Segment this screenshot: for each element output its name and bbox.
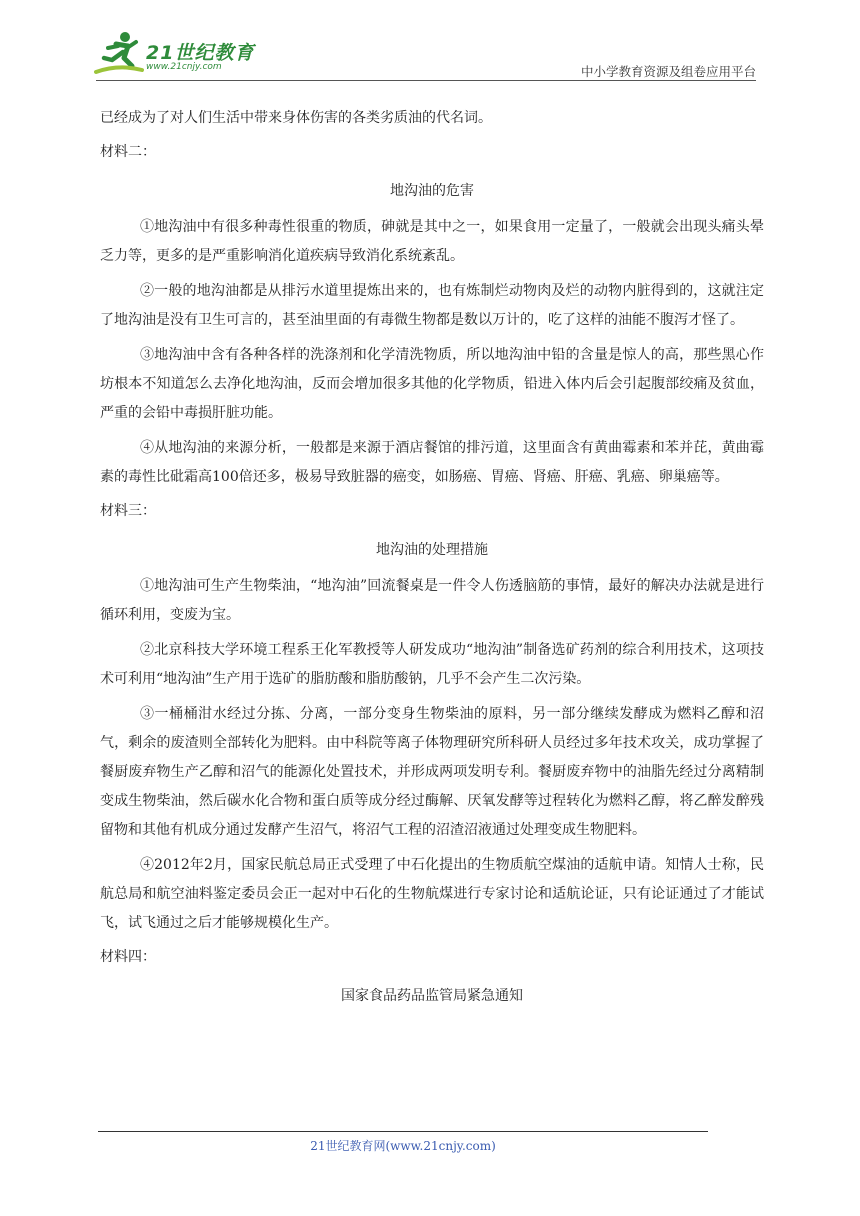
logo-url: www.21cnjy.com — [146, 62, 222, 72]
document-body — [100, 104, 764, 1018]
material-2-paragraph: ②一般的地沟油都是从排污水道里提炼出来的，也有炼制烂动物肉及烂的动物内脏得到的，这就注定了地沟油是没有卫生可言的，甚至油里面的有毒微生物都是数以万计的，吃了这样的油能不腹泻才怪了。 — [100, 283, 764, 328]
page-header — [0, 0, 860, 82]
material-4-title: 国家食品药品监管局紧急通知 — [341, 988, 523, 1004]
intro-line: 已经成为了对人们生活中带来身体伤害的各类劣质油的代名词。 — [100, 110, 492, 126]
platform-title: 中小学教育资源及组卷应用平台 — [580, 64, 756, 79]
material-2-paragraph: ④从地沟油的来源分析，一般都是来源于酒店餐馆的排污道，这里面含有黄曲霉素和苯并芘，黄曲霉素的毒性比砒霜高100倍还多，极易导致脏器的癌变，如肠癌、胃癌、肾癌、肝癌、乳癌、卵巢癌等。 — [100, 440, 764, 485]
material-3-paragraph: ②北京科技大学环境工程系王化军教授等人研发成功“地沟油”制备选矿药剂的综合利用技术，这项技术可利用“地沟油”生产用于选矿的脂肪酸和脂肪酸钠，几乎不会产生二次污染。 — [100, 642, 764, 687]
material-2-label: 材料二： — [100, 144, 156, 160]
material-3-title: 地沟油的处理措施 — [376, 542, 488, 558]
runner-logo-icon — [94, 30, 144, 78]
material-3-paragraph: ③一桶桶泔水经过分拣、分离，一部分变身生物柴油的原料，另一部分继续发酵成为燃料乙醇和沼气，剩余的废渣则全部转化为肥料。由中科院等离子体物理研究所科研人员经过多年技术攻关，成功掌握了餐厨废弃物生产乙醇和沼气的能源化处置技术，并形成两项发明专利。餐厨废弃物中的油脂先经过分离精制变成生物柴油，然后碳水化合物和蛋白质等成分经过酶解、厌氧发酵等过程转化为燃料乙醇，将乙醉发醉残留物和其他有机成分通过发酵产生沼气，将沼气工程的沼渣沼液通过处理变成生物肥料。 — [100, 706, 764, 838]
header-divider — [96, 80, 756, 81]
material-2-paragraph: ③地沟油中含有各种各样的洗涤剂和化学清洗物质，所以地沟油中铅的含量是惊人的高，那些黑心作坊根本不知道怎么去净化地沟油，反而会增加很多其他的化学物质，铅进入体内后会引起腹部绞痛及贫血，严重的会铅中毒损肝脏功能。 — [100, 347, 764, 421]
site-logo[interactable] — [94, 30, 264, 80]
material-3-paragraph: ①地沟油可生产生物柴油，“地沟油”回流餐桌是一件令人伤透脑筋的事情，最好的解决办法就是进行循环利用，变废为宝。 — [100, 578, 764, 623]
material-3-label: 材料三： — [100, 503, 156, 519]
material-4-label: 材料四： — [100, 949, 156, 965]
footer-link[interactable]: 21世纪教育网(www.21cnjy.com) — [310, 1139, 496, 1153]
logo-title: 21世纪教育 — [146, 42, 255, 64]
material-2-title: 地沟油的危害 — [390, 183, 474, 199]
material-3-paragraph: ④2012年2月，国家民航总局正式受理了中石化提出的生物质航空煤油的适航申请。知情人士称，民航总局和航空油料鉴定委员会正一起对中石化的生物航煤进行专家讨论和适航论证，只有论证通过了才能试飞，试飞通过之后才能够规模化生产。 — [100, 857, 764, 931]
footer-divider — [98, 1131, 708, 1132]
material-2-paragraph: ①地沟油中有很多种毒性很重的物质，砷就是其中之一，如果食用一定量了，一般就会出现头痛头晕乏力等，更多的是严重影响消化道疾病导致消化系统紊乱。 — [100, 219, 764, 264]
